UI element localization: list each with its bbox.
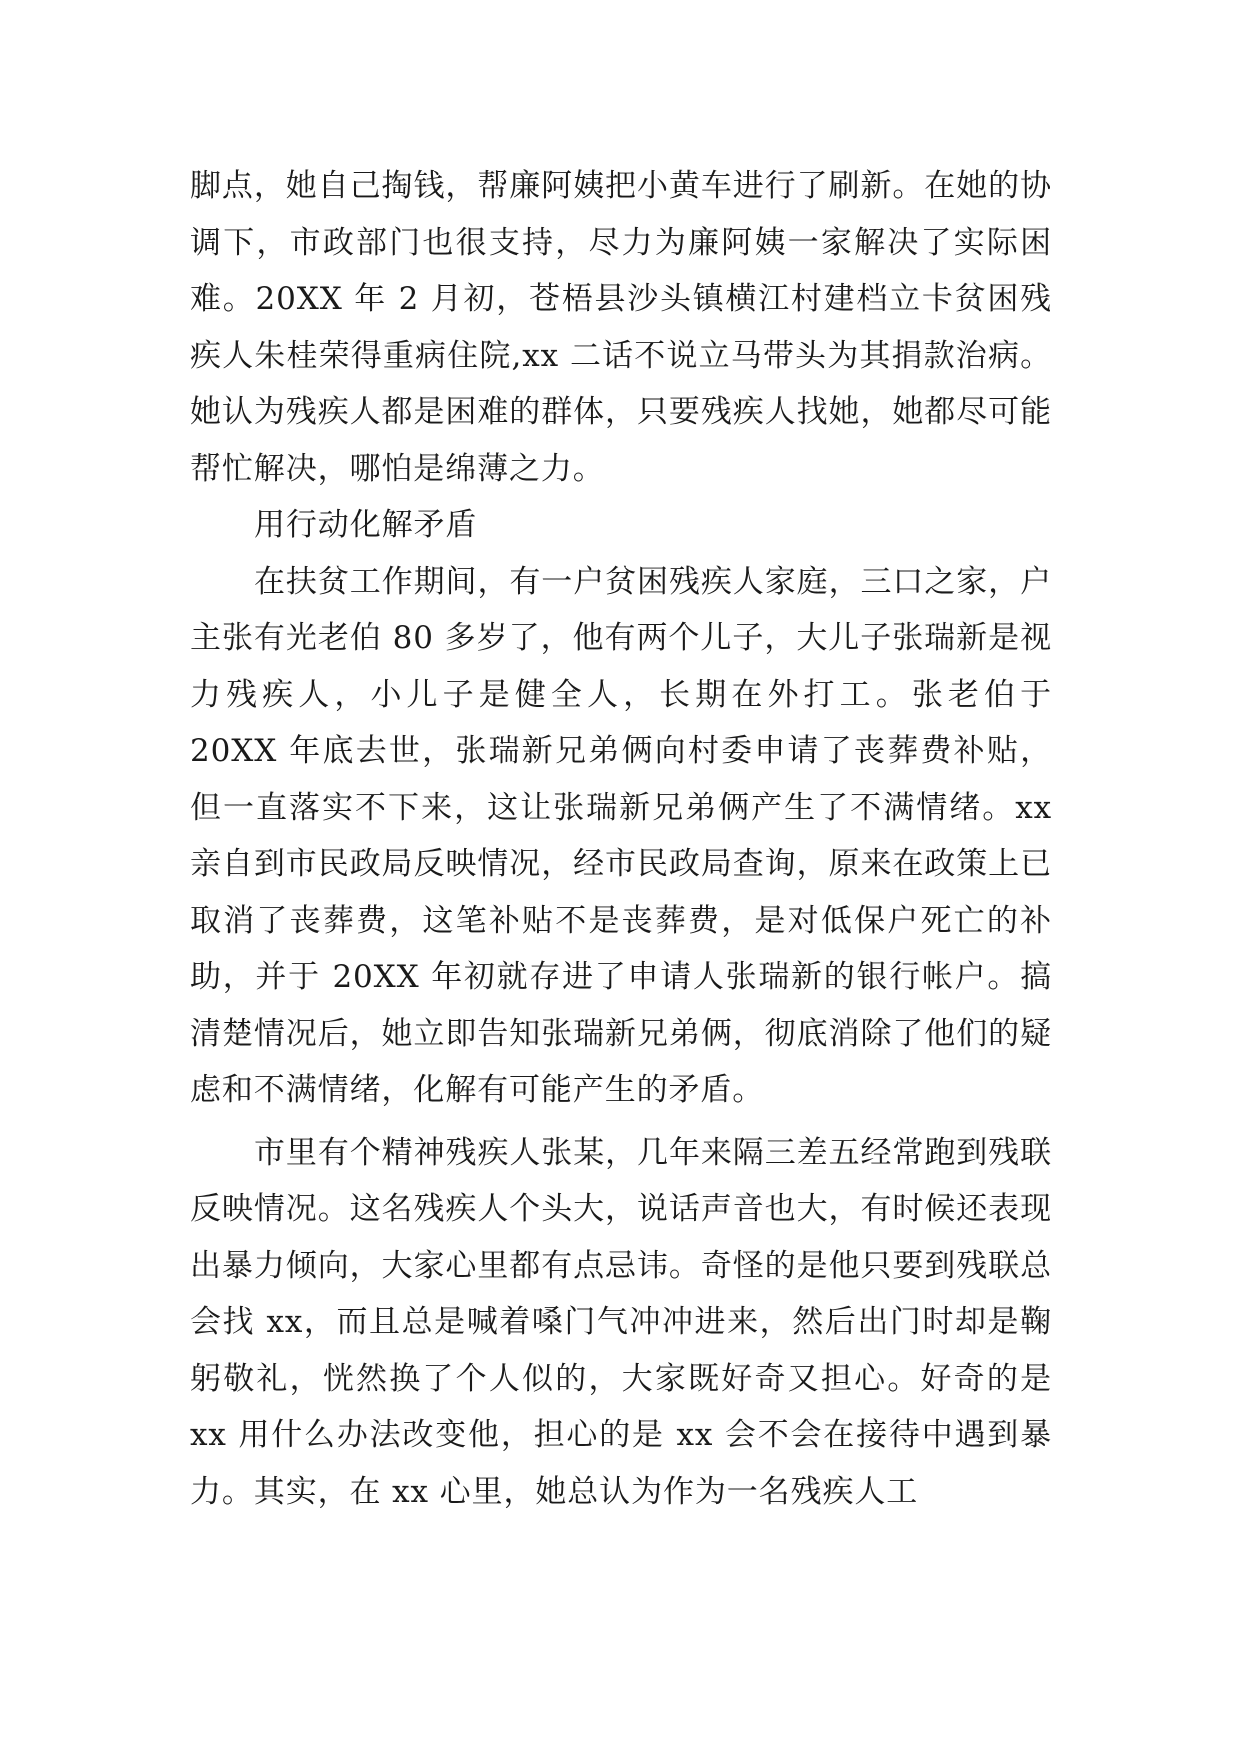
- paragraph-funeral-subsidy: 在扶贫工作期间，有一户贫困残疾人家庭，三口之家，户主张有光老伯 80 多岁了，他有两个儿子，大儿子张瑞新是视力残疾人，小儿子是健全人，长期在外打工。张老伯于 20XX 年底去世，张瑞新兄弟俩向村委申请了丧葬费补贴，但一直落实不下来，这让张瑞新兄弟俩产生了不满情绪。xx 亲自到市民政局反映情况，经市民政局查询，原来在政策上已取消了丧葬费，这笔补贴不是丧葬费，是对低保户死亡的补助，并于 20XX 年初就存进了申请人张瑞新的银行帐户。搞清楚情况后，她立即告知张瑞新兄弟俩，彻底消除了他们的疑虑和不满情绪，化解有可能产生的矛盾。: [190, 563, 1052, 1108]
- section-heading: 用行动化解矛盾: [254, 507, 478, 543]
- document-body: [190, 158, 1052, 1520]
- paragraph-mental-disability: 市里有个精神残疾人张某，几年来隔三差五经常跑到残联反映情况。这名残疾人个头大，说话声音也大，有时候还表现出暴力倾向，大家心里都有点忌讳。奇怪的是他只要到残联总会找 xx，而且总是喊着嗓门气冲冲进来，然后出门时却是鞠躬敬礼，恍然换了个人似的，大家既好奇又担心。好奇的是 xx 用什么办法改变他，担心的是 xx 会不会在接待中遇到暴力。其实，在 xx 心里，她总认为作为一名残疾人工: [190, 1134, 1052, 1510]
- paragraph-continuation: 脚点，她自己掏钱，帮廉阿姨把小黄车进行了刷新。在她的协调下，市政部门也很支持，尽力为廉阿姨一家解决了实际困难。20XX 年 2 月初，苍梧县沙头镇横江村建档立卡贫困残疾人朱桂荣得重病住院,xx 二话不说立马带头为其捐款治病。她认为残疾人都是困难的群体，只要残疾人找她，她都尽可能帮忙解决，哪怕是绵薄之力。: [190, 168, 1052, 487]
